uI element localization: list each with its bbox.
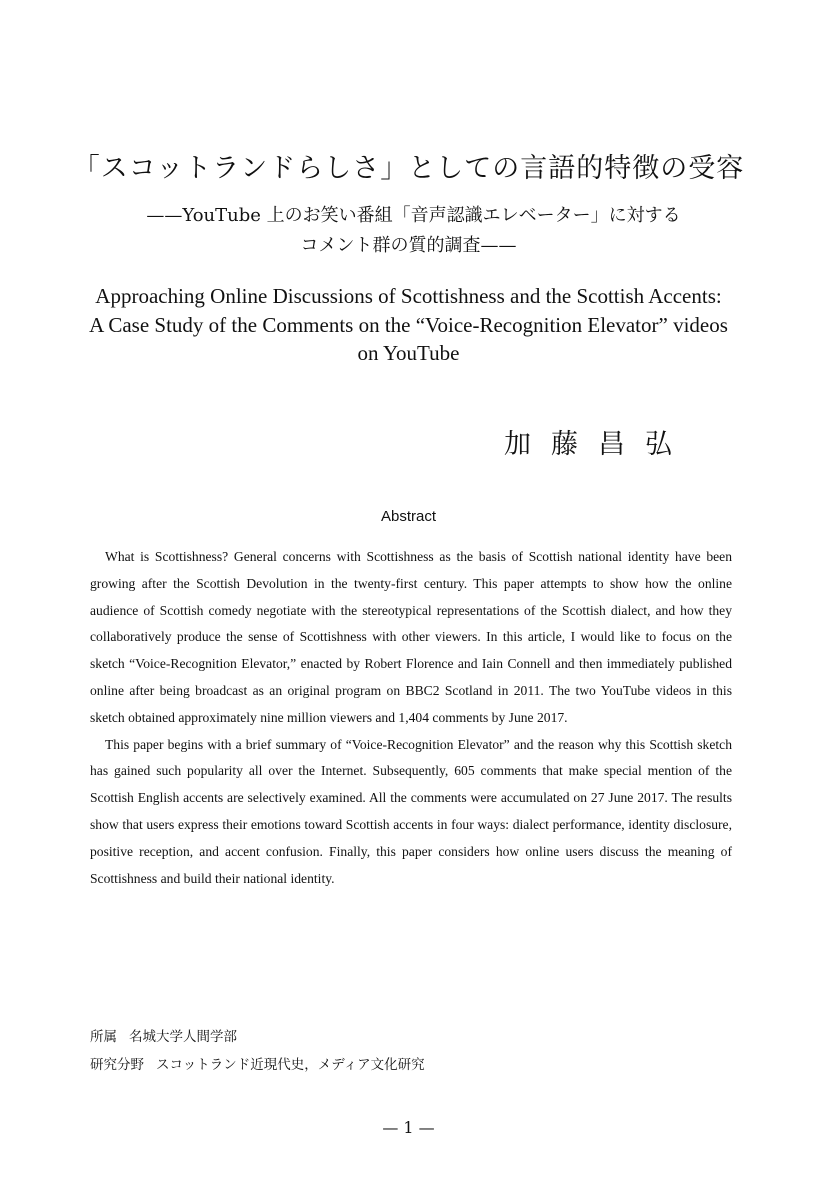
english-title-line-2: A Case Study of the Comments on the “Voice-Recognition Elevator” videos — [89, 313, 728, 337]
japanese-title: 「スコットランドらしさ」としての言語的特徴の受容 — [72, 153, 745, 184]
english-title-line-3: on YouTube — [357, 341, 460, 365]
research-field-line — [90, 1053, 425, 1073]
affiliation-value: 名城大学人間学部 — [129, 1029, 237, 1045]
research-field-label: 研究分野 — [90, 1057, 144, 1073]
abstract-heading: Abstract — [380, 508, 437, 525]
author-name: 加藤昌弘 — [504, 429, 692, 460]
abstract-paragraph-2: This paper begins with a brief summary of “Voice-Recognition Elevator” and the reason why this Scottish sketch has gained such popularity all over the Internet. Subsequently, 605 comments that make special mention of the Scottish English accents are selectively examined. All the comments were accumulated on 27 June 2017. The results show that users express their emotions toward Scottish accents in four ways: dialect performance, identity disclosure, positive reception, and accent confusion. Finally, this paper considers how online users discuss the meaning of Scottishness and build their national identity. — [90, 736, 732, 886]
research-field-value: スコットランド近現代史，メディア文化研究 — [156, 1057, 425, 1073]
abstract-paragraph-1: What is Scottishness? General concerns with Scottishness as the basis of Scottish national identity have been growing after the Scottish Devolution in the twenty-first century. This paper attempts to show how the online audience of Scottish comedy negotiate with the stereotypical representations of the Scottish dialect, and how they collaboratively produce the sense of Scottishness with other viewers. In this article, I would like to focus on the sketch “Voice-Recognition Elevator,” enacted by Robert Florence and Iain Connell and then immediately published online after being broadcast as an original program on BBC2 Scotland in 2011. The two YouTube videos in this sketch obtained approximately nine million viewers and 1,404 comments by June 2017. — [90, 549, 732, 725]
page-number: — 1 — — [382, 1118, 435, 1137]
japanese-subtitle-line-2: コメント群の質的調査—— — [300, 235, 517, 256]
affiliation-label: 所属 — [90, 1029, 117, 1045]
abstract-body — [90, 544, 732, 892]
affiliation-line — [90, 1025, 237, 1045]
japanese-subtitle-line-1: ——YouTube 上のお笑い番組「音声認識エレベーター」に対する — [146, 205, 681, 226]
english-title-line-1: Approaching Online Discussions of Scottishness and the Scottish Accents: — [95, 284, 722, 308]
